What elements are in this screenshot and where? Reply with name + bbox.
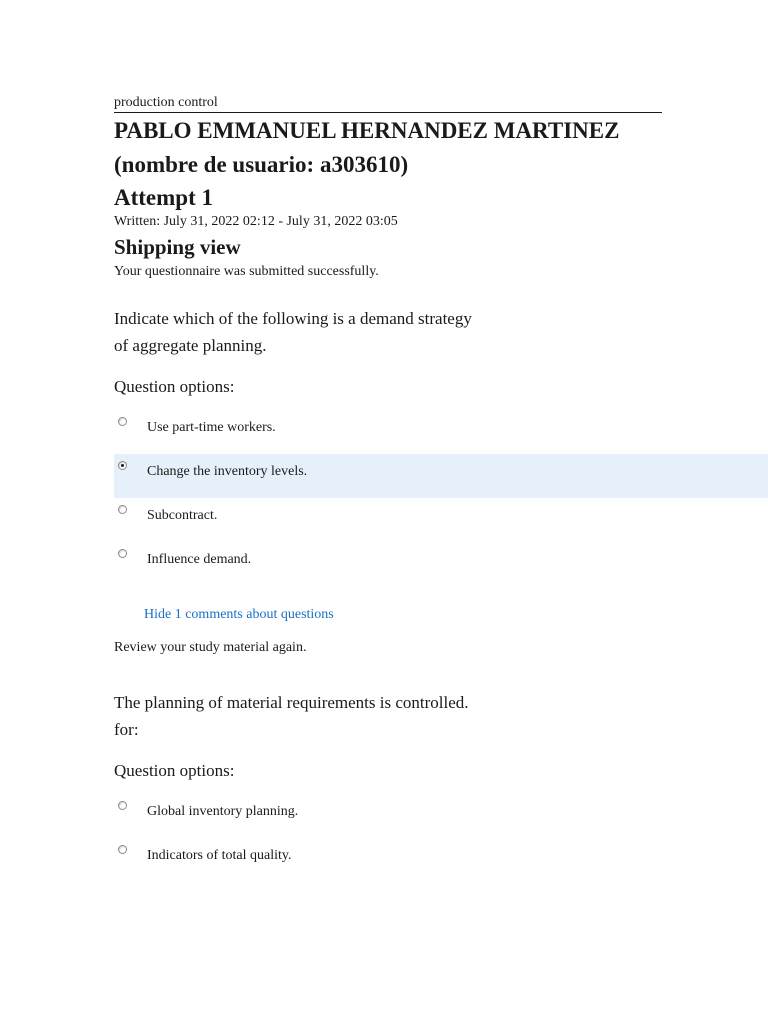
question-text-line: Indicate which of the following is a demand strategy [114, 309, 472, 328]
question-2 [114, 689, 768, 882]
question-1 [114, 305, 768, 657]
option-row[interactable] [114, 498, 768, 542]
student-name-line: PABLO EMMANUEL HERNANDEZ MARTINEZ [114, 118, 620, 143]
question-text-line: of aggregate planning. [114, 336, 267, 355]
attempt-timestamp: Written: July 31, 2022 02:12 - July 31, 2022 03:05 [114, 214, 398, 229]
radio-button[interactable] [118, 549, 127, 558]
page-title: Shipping view [114, 235, 241, 259]
option-row[interactable] [114, 794, 768, 838]
hide-comments-link[interactable]: Hide 1 comments about questions [144, 607, 334, 622]
question-text-line: The planning of material requirements is controlled. [114, 693, 469, 712]
option-row[interactable] [114, 838, 768, 882]
option-label: Change the inventory levels. [147, 464, 308, 479]
option-label: Indicators of total quality. [147, 848, 292, 863]
option-label: Use part-time workers. [147, 420, 276, 435]
option-row[interactable] [114, 410, 768, 454]
options-list [114, 410, 768, 586]
option-label: Influence demand. [147, 552, 252, 567]
option-label: Subcontract. [147, 508, 218, 523]
question-text [114, 305, 494, 359]
option-row-selected[interactable] [114, 454, 768, 498]
radio-button[interactable] [118, 801, 127, 810]
student-name [114, 114, 768, 182]
options-list [114, 794, 768, 882]
question-text-line: for: [114, 720, 139, 739]
option-label: Global inventory planning. [147, 804, 299, 819]
radio-button[interactable] [118, 505, 127, 514]
username-line: (nombre de usuario: a303610) [114, 152, 409, 177]
submission-status: Your questionnaire was submitted successfully. [114, 264, 379, 279]
question-options-label: Question options: [114, 377, 235, 396]
question-text [114, 689, 494, 743]
course-name: production control [114, 94, 662, 113]
question-options-label: Question options: [114, 761, 235, 780]
quiz-review-page [114, 94, 768, 882]
radio-button[interactable] [118, 417, 127, 426]
radio-button[interactable] [118, 845, 127, 854]
option-row[interactable] [114, 542, 768, 586]
question-feedback: Review your study material again. [114, 640, 307, 655]
attempt-title: Attempt 1 [114, 185, 213, 210]
radio-button-checked[interactable] [118, 461, 127, 470]
